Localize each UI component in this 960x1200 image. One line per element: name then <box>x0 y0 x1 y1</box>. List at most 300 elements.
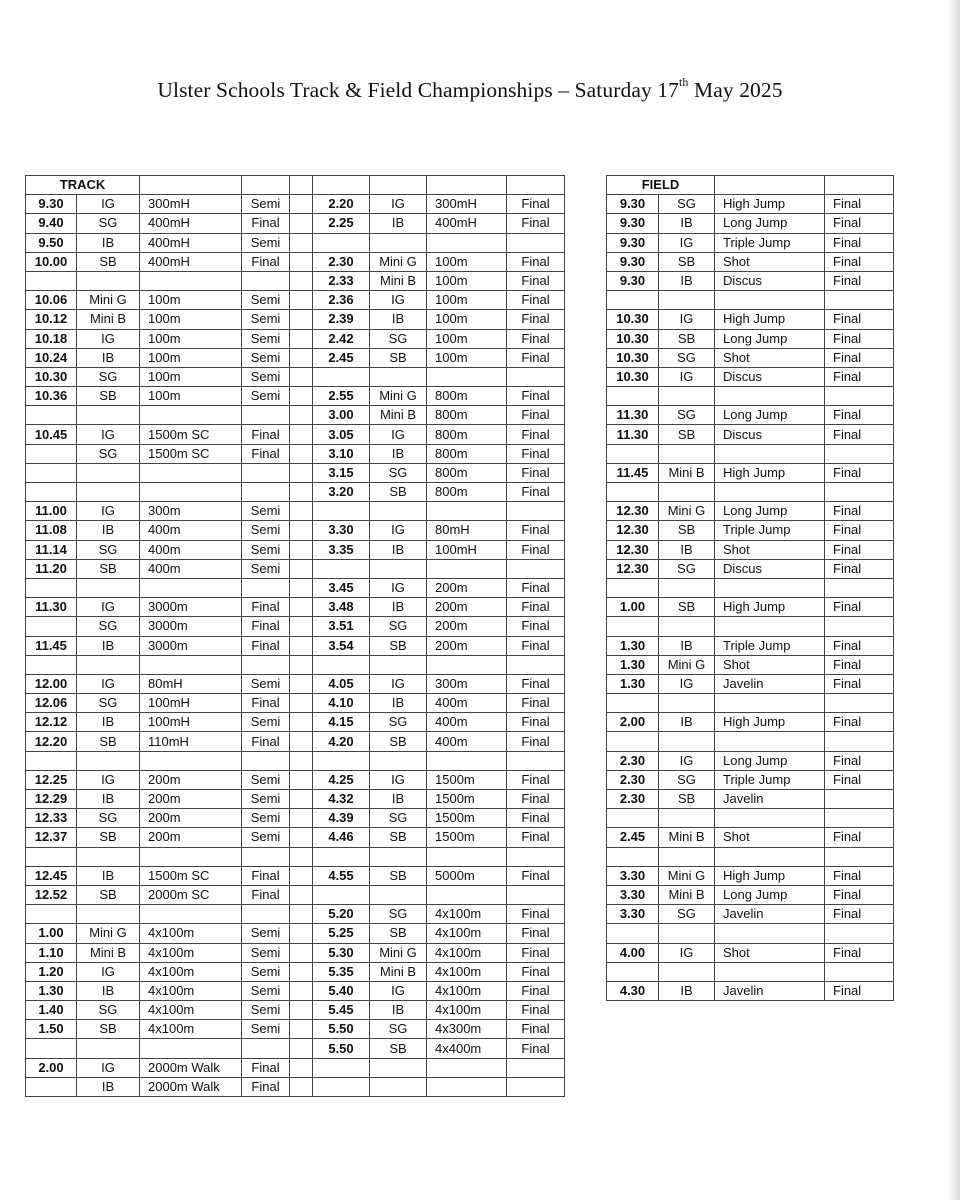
field-round: Final <box>825 598 894 617</box>
column-spacer <box>290 444 313 463</box>
track-right-round <box>507 847 565 866</box>
title-main: Ulster Schools Track & Field Championships – Saturday 17 <box>157 78 679 102</box>
field-group: Mini B <box>659 463 715 482</box>
track-right-round: Final <box>507 214 565 233</box>
track-right-group: Mini G <box>370 387 427 406</box>
field-time: 12.30 <box>607 502 659 521</box>
track-left-round: Semi <box>242 348 290 367</box>
field-time: 9.30 <box>607 252 659 271</box>
field-round <box>825 387 894 406</box>
table-row <box>26 559 565 578</box>
field-group <box>659 924 715 943</box>
track-left-round: Final <box>242 1058 290 1077</box>
track-right-group <box>370 233 427 252</box>
track-right-event: 800m <box>427 463 507 482</box>
track-right-time: 2.39 <box>313 310 370 329</box>
track-right-event: 4x100m <box>427 943 507 962</box>
column-spacer <box>290 713 313 732</box>
table-row <box>607 943 894 962</box>
track-left-event: 4x100m <box>140 1001 242 1020</box>
track-right-time: 5.45 <box>313 1001 370 1020</box>
track-right-event <box>427 367 507 386</box>
track-right-time <box>313 1077 370 1096</box>
track-right-round <box>507 1058 565 1077</box>
field-group: IB <box>659 540 715 559</box>
track-left-event: 4x100m <box>140 924 242 943</box>
track-left-time: 12.37 <box>26 828 77 847</box>
field-time: 4.00 <box>607 943 659 962</box>
table-row <box>607 981 894 1000</box>
field-schedule-table <box>606 175 894 1001</box>
track-left-time <box>26 1077 77 1096</box>
track-left-round: Final <box>242 252 290 271</box>
track-left-time: 12.20 <box>26 732 77 751</box>
column-spacer <box>290 866 313 885</box>
track-left-event <box>140 905 242 924</box>
track-right-event: 4x400m <box>427 1039 507 1058</box>
track-left-event: 3000m <box>140 636 242 655</box>
track-right-group <box>370 751 427 770</box>
track-left-time: 11.30 <box>26 598 77 617</box>
field-group: SG <box>659 559 715 578</box>
track-right-round: Final <box>507 598 565 617</box>
track-left-time: 10.24 <box>26 348 77 367</box>
field-event: Long Jump <box>715 329 825 348</box>
table-row <box>26 425 565 444</box>
table-row <box>26 713 565 732</box>
field-group: SG <box>659 195 715 214</box>
table-row <box>607 559 894 578</box>
track-right-round <box>507 233 565 252</box>
track-left-event <box>140 406 242 425</box>
track-right-time <box>313 885 370 904</box>
track-right-group: IB <box>370 598 427 617</box>
track-left-round: Semi <box>242 387 290 406</box>
field-round <box>825 790 894 809</box>
column-spacer <box>290 1020 313 1039</box>
column-spacer <box>290 252 313 271</box>
track-left-event <box>140 578 242 597</box>
track-left-event: 4x100m <box>140 1020 242 1039</box>
field-round: Final <box>825 636 894 655</box>
column-spacer <box>290 732 313 751</box>
track-left-group: IB <box>77 981 140 1000</box>
track-left-group: IG <box>77 1058 140 1077</box>
track-left-round: Semi <box>242 790 290 809</box>
track-right-time: 2.20 <box>313 195 370 214</box>
track-right-group: SG <box>370 329 427 348</box>
track-left-event: 400m <box>140 559 242 578</box>
track-right-round: Final <box>507 252 565 271</box>
track-right-time <box>313 751 370 770</box>
field-time: 12.30 <box>607 540 659 559</box>
track-left-time <box>26 444 77 463</box>
track-left-group <box>77 578 140 597</box>
field-time: 2.30 <box>607 751 659 770</box>
column-spacer <box>290 291 313 310</box>
field-event: Triple Jump <box>715 636 825 655</box>
column-spacer <box>290 233 313 252</box>
field-event: Long Jump <box>715 502 825 521</box>
field-group: SB <box>659 329 715 348</box>
track-left-group: IB <box>77 636 140 655</box>
table-row <box>607 751 894 770</box>
column-spacer <box>290 463 313 482</box>
track-left-event: 200m <box>140 770 242 789</box>
track-right-group: IG <box>370 578 427 597</box>
track-left-group: SG <box>77 214 140 233</box>
track-right-round: Final <box>507 1020 565 1039</box>
field-time: 10.30 <box>607 329 659 348</box>
track-left-time <box>26 578 77 597</box>
field-round <box>825 809 894 828</box>
table-row <box>607 233 894 252</box>
field-event: Triple Jump <box>715 233 825 252</box>
column-spacer <box>290 847 313 866</box>
track-left-group: IB <box>77 713 140 732</box>
track-left-event: 200m <box>140 809 242 828</box>
field-group: IG <box>659 367 715 386</box>
field-group <box>659 617 715 636</box>
column-spacer <box>290 694 313 713</box>
track-left-group: IB <box>77 1077 140 1096</box>
field-time <box>607 809 659 828</box>
track-left-round: Semi <box>242 828 290 847</box>
track-right-group: SG <box>370 463 427 482</box>
track-right-group: SG <box>370 713 427 732</box>
field-event: High Jump <box>715 195 825 214</box>
field-round: Final <box>825 425 894 444</box>
track-left-group: IG <box>77 674 140 693</box>
field-round: Final <box>825 770 894 789</box>
column-spacer <box>290 195 313 214</box>
track-right-round: Final <box>507 617 565 636</box>
column-spacer <box>290 655 313 674</box>
column-spacer <box>290 809 313 828</box>
track-right-round: Final <box>507 406 565 425</box>
track-right-group: IB <box>370 444 427 463</box>
track-right-group <box>370 655 427 674</box>
field-group: IG <box>659 233 715 252</box>
track-left-round: Semi <box>242 981 290 1000</box>
track-left-round: Semi <box>242 1020 290 1039</box>
track-right-event: 100mH <box>427 540 507 559</box>
track-left-round <box>242 655 290 674</box>
field-round <box>825 483 894 502</box>
track-left-round: Semi <box>242 943 290 962</box>
track-left-round: Semi <box>242 540 290 559</box>
track-left-group: IG <box>77 329 140 348</box>
track-right-event: 800m <box>427 483 507 502</box>
track-right-time: 3.00 <box>313 406 370 425</box>
track-right-group: Mini G <box>370 252 427 271</box>
field-time: 9.30 <box>607 214 659 233</box>
column-spacer <box>290 1001 313 1020</box>
track-right-time: 3.05 <box>313 425 370 444</box>
track-left-event <box>140 1039 242 1058</box>
track-right-group: Mini B <box>370 406 427 425</box>
track-left-event: 110mH <box>140 732 242 751</box>
field-event <box>715 444 825 463</box>
field-round: Final <box>825 713 894 732</box>
track-left-group: IG <box>77 195 140 214</box>
field-event: Discus <box>715 559 825 578</box>
field-round: Final <box>825 981 894 1000</box>
track-left-group: SG <box>77 367 140 386</box>
column-spacer <box>290 1058 313 1077</box>
track-left-time <box>26 463 77 482</box>
column-spacer <box>290 905 313 924</box>
track-right-time: 2.33 <box>313 271 370 290</box>
field-time <box>607 962 659 981</box>
field-time: 10.30 <box>607 367 659 386</box>
track-left-event: 400mH <box>140 233 242 252</box>
table-row <box>26 1039 565 1058</box>
field-group: Mini B <box>659 885 715 904</box>
track-left-event <box>140 847 242 866</box>
field-event: Long Jump <box>715 885 825 904</box>
table-row <box>26 463 565 482</box>
field-time: 1.30 <box>607 636 659 655</box>
track-right-time: 5.25 <box>313 924 370 943</box>
track-right-time: 5.40 <box>313 981 370 1000</box>
table-row <box>26 502 565 521</box>
field-time <box>607 578 659 597</box>
track-right-time: 5.20 <box>313 905 370 924</box>
table-row <box>607 962 894 981</box>
table-row <box>26 674 565 693</box>
track-left-time: 11.45 <box>26 636 77 655</box>
track-right-group: IG <box>370 770 427 789</box>
track-left-group: Mini B <box>77 310 140 329</box>
track-left-time: 11.14 <box>26 540 77 559</box>
track-left-time: 10.36 <box>26 387 77 406</box>
table-row <box>26 770 565 789</box>
track-left-time <box>26 483 77 502</box>
track-left-round: Final <box>242 214 290 233</box>
column-spacer <box>290 502 313 521</box>
table-row <box>26 195 565 214</box>
track-left-round: Semi <box>242 521 290 540</box>
track-left-time: 1.40 <box>26 1001 77 1020</box>
field-round <box>825 444 894 463</box>
field-event: Discus <box>715 425 825 444</box>
track-left-event: 100mH <box>140 694 242 713</box>
track-right-time: 4.55 <box>313 866 370 885</box>
table-row <box>607 406 894 425</box>
track-right-time: 4.05 <box>313 674 370 693</box>
track-left-event: 400mH <box>140 252 242 271</box>
track-right-event: 300mH <box>427 195 507 214</box>
field-round: Final <box>825 559 894 578</box>
field-group: IG <box>659 943 715 962</box>
track-right-event <box>427 655 507 674</box>
column-spacer <box>290 406 313 425</box>
track-right-round <box>507 655 565 674</box>
field-group <box>659 387 715 406</box>
track-right-event <box>427 1077 507 1096</box>
field-event <box>715 483 825 502</box>
table-row <box>607 732 894 751</box>
table-row <box>607 617 894 636</box>
track-left-group: Mini G <box>77 291 140 310</box>
track-left-event <box>140 271 242 290</box>
field-event: High Jump <box>715 598 825 617</box>
track-left-group: SG <box>77 444 140 463</box>
track-right-event: 100m <box>427 291 507 310</box>
track-left-event: 4x100m <box>140 943 242 962</box>
track-right-round: Final <box>507 271 565 290</box>
track-right-group: SB <box>370 1039 427 1058</box>
field-time: 2.30 <box>607 790 659 809</box>
table-row <box>26 962 565 981</box>
track-left-time: 10.30 <box>26 367 77 386</box>
field-group: IG <box>659 310 715 329</box>
track-left-time: 12.33 <box>26 809 77 828</box>
track-left-group <box>77 406 140 425</box>
table-row <box>26 655 565 674</box>
track-left-round <box>242 483 290 502</box>
page-title <box>0 75 940 103</box>
track-left-group: SG <box>77 540 140 559</box>
track-right-event: 400mH <box>427 214 507 233</box>
track-right-time: 3.54 <box>313 636 370 655</box>
track-right-group <box>370 502 427 521</box>
field-round <box>825 291 894 310</box>
field-time: 1.30 <box>607 674 659 693</box>
field-time: 11.30 <box>607 406 659 425</box>
field-group: SG <box>659 770 715 789</box>
track-right-time <box>313 367 370 386</box>
field-time <box>607 732 659 751</box>
field-round: Final <box>825 252 894 271</box>
track-right-event: 4x100m <box>427 981 507 1000</box>
track-left-group <box>77 1039 140 1058</box>
track-left-time: 10.12 <box>26 310 77 329</box>
track-left-event: 200m <box>140 828 242 847</box>
track-right-time: 3.10 <box>313 444 370 463</box>
field-time <box>607 847 659 866</box>
table-row <box>607 444 894 463</box>
track-right-round: Final <box>507 483 565 502</box>
track-right-event: 400m <box>427 694 507 713</box>
field-group <box>659 694 715 713</box>
track-left-round: Final <box>242 598 290 617</box>
field-event <box>715 962 825 981</box>
track-right-round: Final <box>507 636 565 655</box>
field-time: 9.30 <box>607 271 659 290</box>
track-right-round: Final <box>507 770 565 789</box>
field-group: SB <box>659 598 715 617</box>
column-spacer <box>290 962 313 981</box>
field-time: 3.30 <box>607 866 659 885</box>
track-left-time: 10.45 <box>26 425 77 444</box>
field-group <box>659 578 715 597</box>
table-row <box>26 943 565 962</box>
track-right-event: 4x100m <box>427 924 507 943</box>
field-header-row <box>607 176 894 195</box>
field-group <box>659 444 715 463</box>
track-left-round <box>242 847 290 866</box>
track-right-time <box>313 559 370 578</box>
column-spacer <box>290 828 313 847</box>
table-row <box>26 828 565 847</box>
track-right-round: Final <box>507 310 565 329</box>
track-right-group <box>370 1058 427 1077</box>
field-group: IG <box>659 751 715 770</box>
table-row <box>26 981 565 1000</box>
field-round <box>825 962 894 981</box>
track-left-group: IB <box>77 790 140 809</box>
track-right-event: 800m <box>427 425 507 444</box>
track-left-time: 10.18 <box>26 329 77 348</box>
column-spacer <box>290 521 313 540</box>
table-row <box>607 387 894 406</box>
track-left-time <box>26 406 77 425</box>
track-right-group: SG <box>370 905 427 924</box>
track-left-time <box>26 271 77 290</box>
track-left-time: 9.40 <box>26 214 77 233</box>
track-right-time: 4.15 <box>313 713 370 732</box>
track-right-group: IG <box>370 981 427 1000</box>
field-group: SG <box>659 905 715 924</box>
track-right-event <box>427 751 507 770</box>
track-right-group <box>370 847 427 866</box>
table-row <box>607 310 894 329</box>
field-round: Final <box>825 310 894 329</box>
table-row <box>26 751 565 770</box>
track-left-time: 11.20 <box>26 559 77 578</box>
field-round <box>825 847 894 866</box>
field-event <box>715 809 825 828</box>
table-row <box>26 1077 565 1096</box>
field-round: Final <box>825 655 894 674</box>
track-left-time <box>26 655 77 674</box>
table-row <box>26 214 565 233</box>
column-spacer <box>290 483 313 502</box>
track-right-group <box>370 559 427 578</box>
track-left-group: IG <box>77 598 140 617</box>
track-left-event: 4x100m <box>140 981 242 1000</box>
track-left-event: 100m <box>140 291 242 310</box>
track-right-round: Final <box>507 540 565 559</box>
column-spacer <box>290 981 313 1000</box>
track-right-time: 2.30 <box>313 252 370 271</box>
track-right-event: 100m <box>427 310 507 329</box>
column-spacer <box>290 214 313 233</box>
field-event: Shot <box>715 252 825 271</box>
field-event <box>715 617 825 636</box>
track-right-event: 400m <box>427 732 507 751</box>
field-event: Shot <box>715 540 825 559</box>
track-right-event: 300m <box>427 674 507 693</box>
track-right-time: 2.42 <box>313 329 370 348</box>
column-spacer <box>290 674 313 693</box>
field-event <box>715 578 825 597</box>
track-left-round: Semi <box>242 233 290 252</box>
page-edge-shadow <box>946 0 960 1200</box>
field-round: Final <box>825 502 894 521</box>
table-row <box>607 924 894 943</box>
field-group: SB <box>659 425 715 444</box>
track-right-time <box>313 655 370 674</box>
track-right-time: 4.46 <box>313 828 370 847</box>
field-event: Discus <box>715 367 825 386</box>
field-round <box>825 617 894 636</box>
field-event <box>715 732 825 751</box>
track-left-round <box>242 271 290 290</box>
track-right-time: 5.30 <box>313 943 370 962</box>
